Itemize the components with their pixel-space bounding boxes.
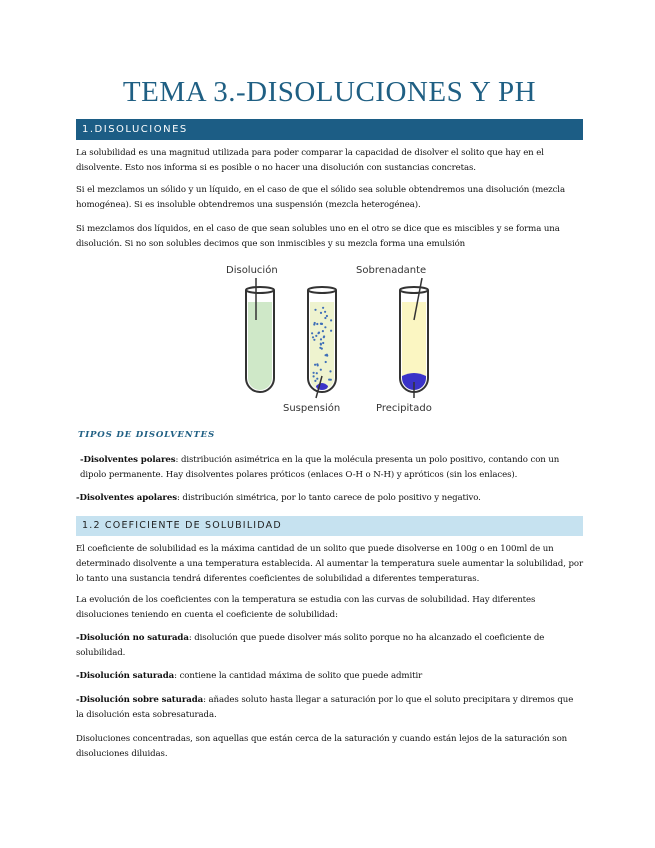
suspension-particle [314, 380, 316, 382]
suspension-particle [328, 379, 330, 381]
suspension-particle [324, 326, 326, 328]
definition-saturada: : contiene la cantidad máxima de solito que puede admitir [174, 671, 423, 681]
subheading-tipos-disolventes: TIPOS DE DISOLVENTES [78, 430, 215, 440]
suspension-particle [316, 378, 318, 380]
definition-no-saturada: : disolución que puede disolver más solito porque no ha alcanzado el coeficiente de solubilidad. [76, 633, 545, 658]
definition-polares: : distribución asimétrica en la que la molécula presenta un polo positivo, contando con un dipolo permanente. Hay disolventes polares próticos (enlaces O-H o N-H) y apróticos (sin los enlaces). [80, 455, 560, 480]
suspension-particle [312, 336, 314, 338]
paragraph-disolventes-polares [80, 453, 583, 483]
suspension-particle [324, 311, 326, 313]
section-heading-disoluciones: 1.DISOLUCIONES [76, 119, 583, 140]
suspension-particle [322, 307, 324, 309]
suspension-particle [316, 323, 318, 325]
paragraph-evolucion: La evolución de los coeficientes con la temperatura se estudia con las curvas de solubilidad. Hay diferentes disoluciones teniendo en cuenta el coeficiente de solubilidad: [76, 595, 536, 620]
label-precipitado: Precipitado [376, 403, 432, 414]
label-disolucion: Disolución [226, 265, 278, 276]
page-title: TEMA 3.-DISOLUCIONES Y PH [122, 76, 537, 108]
suspension-particle [322, 330, 324, 332]
suspension-particle [330, 319, 332, 321]
suspension-particle [317, 332, 319, 334]
suspension-particle [326, 315, 328, 317]
suspension-particle [320, 369, 322, 371]
term-saturada: -Disolución saturada [76, 671, 175, 681]
section-heading-coeficiente: 1.2 COEFICIENTE DE SOLUBILIDAD [76, 516, 583, 536]
suspension-particle [314, 309, 316, 311]
paragraph-sobresaturada [76, 693, 583, 723]
label-suspension: Suspensión [283, 403, 341, 414]
suspension-particle [323, 335, 325, 337]
term-polares: -Disolventes polares [80, 455, 176, 465]
suspension-particle [322, 342, 324, 344]
suspension-particle [320, 338, 322, 340]
suspension-particle [316, 372, 318, 374]
label-sobrenadante: Sobrenadante [356, 265, 427, 276]
suspension-particle [320, 312, 322, 314]
paragraph-concentradas-diluidas: Disoluciones concentradas, son aquellas que están cerca de la saturación y cuando están lejos de la saturación son disoluciones diluidas. [76, 734, 568, 759]
tube-2-rim [308, 287, 336, 293]
suspension-particle [314, 364, 316, 366]
term-apolares: -Disolventes apolares [76, 493, 177, 503]
suspension-particle [316, 363, 318, 365]
suspension-particle [320, 343, 322, 345]
tube-1-liquid [248, 302, 272, 390]
paragraph-coeficiente: El coeficiente de solubilidad es la máxima cantidad de un solito que puede disolverse en 100g o en 100ml de un determinado disolvente a una temperatura establecida. Al aumentar la temperatura suele aumentar la solubilidad, por lo tanto una sustancia tendrá diferentes coeficientes de solubilidad a diferentes temperaturas. [76, 544, 583, 584]
paragraph-saturada [76, 669, 583, 684]
test-tubes-figure [222, 258, 452, 420]
suspension-particle [313, 372, 315, 374]
suspension-particle [326, 354, 328, 356]
paragraph-no-saturada [76, 631, 583, 661]
definition-apolares: : distribución simétrica, por lo tanto carece de polo positivo y negativo. [176, 493, 481, 503]
paragraph-dos-liquidos: Si mezclamos dos líquidos, en el caso de que sean solubles uno en el otro se dice que es miscibles y se forma una disolución. Si no son solubles decimos que son inmiscibles y su mezcla forma una emulsión [76, 224, 560, 249]
suspension-particle [311, 332, 313, 334]
suspension-particle [320, 323, 322, 325]
suspension-particle [330, 330, 332, 332]
paragraph-disolventes-apolares [76, 491, 583, 506]
suspension-particle [313, 375, 315, 377]
suspension-particle [329, 370, 331, 372]
definition-sobresaturada: : añades soluto hasta llegar a saturación por lo que el soluto precipitara y diremos que la disolución esta sobresaturada. [76, 695, 574, 720]
tube-1-rim [246, 287, 274, 293]
term-sobresaturada: -Disolución sobre saturada [76, 695, 204, 705]
term-no-saturada: -Disolución no saturada [76, 633, 189, 643]
suspension-particle [315, 335, 317, 337]
suspension-particle [313, 339, 315, 341]
suspension-particle [314, 322, 316, 324]
suspension-particle [319, 347, 321, 349]
paragraph-solido-liquido: Si el mezclamos un sólido y un líquido, en el caso de que el sólido sea soluble obtendremos una disolución (mezcla homogénea). Si es insoluble obtendremos una suspensión (mezcla heterogénea). [76, 185, 565, 210]
suspension-particle [325, 361, 327, 363]
paragraph-solubilidad: La solubilidad es una magnitud utilizada para poder comparar la capacidad de disolver el solito que hay en el disolvente. Esto nos informa si es posible o no hacer una disolución con sustancias concretas. [76, 148, 544, 173]
suspension-particle [324, 317, 326, 319]
tube-3-rim [400, 287, 428, 293]
